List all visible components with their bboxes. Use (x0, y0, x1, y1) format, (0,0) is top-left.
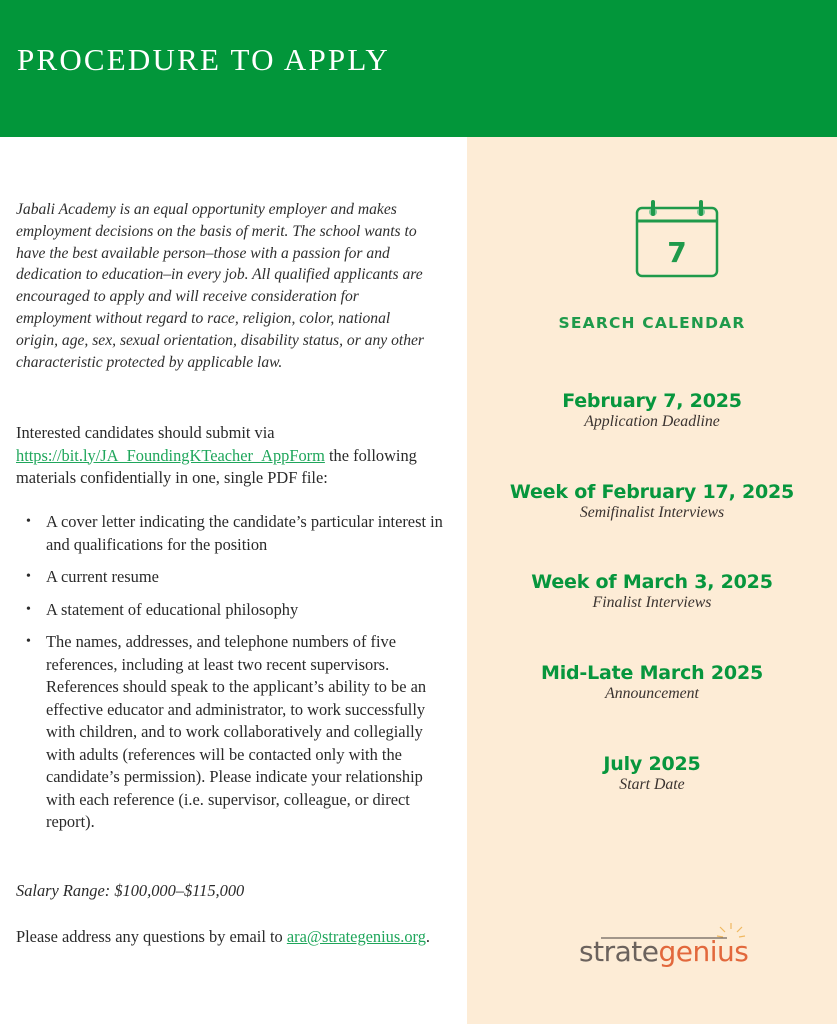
calendar-heading: SEARCH CALENDAR (558, 314, 746, 332)
strategenius-logo (579, 923, 779, 973)
eeo-statement: Jabali Academy is an equal opportunity employer and makes employment decisions on the basis of merit. The school wants to have the best available person–those with a passion for and dedication to education–in every job. All qualified applicants are encouraged to apply and will receive consideration for employment without regard to race, religion, color, national origin, age, sex, sexual orientation, disability status, or any other characteristic protected by applicable law. (16, 201, 425, 371)
list-item-text: A cover letter indicating the candidate’s particular interest in and qualifications for the position (46, 512, 443, 554)
contact-text: Please address any questions by email to (16, 927, 287, 946)
event-date: Week of February 17, 2025 (509, 481, 795, 503)
bullet-icon: • (26, 634, 31, 649)
list-item (16, 599, 446, 622)
contact-end: . (425, 927, 431, 946)
logo-text-genius: genius (658, 935, 749, 968)
page-title: PROCEDURE TO APPLY (17, 42, 390, 77)
calendar-event (467, 753, 837, 794)
list-item (16, 631, 446, 834)
bullet-icon: • (26, 601, 31, 617)
calendar-day: 7 (667, 236, 687, 269)
intro-text-after: the following materials confidentially in one, single PDF file: (16, 445, 417, 487)
event-label: Application Deadline (584, 413, 720, 430)
calendar-event (467, 571, 837, 612)
svg-text:strategenius (579, 935, 748, 968)
event-label: Start Date (619, 776, 685, 793)
event-label: Finalist Interviews (592, 594, 712, 611)
bullet-icon: • (26, 514, 31, 529)
search-calendar-panel (467, 137, 837, 1024)
event-label: Announcement (605, 685, 699, 702)
event-label: Semifinalist Interviews (579, 504, 725, 521)
materials-list (16, 511, 446, 844)
event-date: Mid-Late March 2025 (540, 662, 763, 684)
submission-instructions (16, 422, 436, 490)
event-date: July 2025 (603, 753, 701, 775)
intro-text: Interested candidates should submit via (16, 423, 275, 442)
calendar-icon (635, 200, 719, 280)
bullet-icon: • (26, 569, 31, 584)
header-banner (0, 0, 837, 137)
list-item-text: The names, addresses, and telephone numbers of five references, including at least two recent supervisors. References should speak to the applicant’s ability to be an effective educator and administrator, to work successfully with children, and to work collaboratively and collegially with adults (references will be contacted only with the candidate’s permission). Please indicate your relationship with each reference (i.e. supervisor, colleague, or direct report). (46, 632, 427, 831)
event-date: February 7, 2025 (562, 390, 742, 412)
calendar-event (467, 481, 837, 522)
list-item-text: A current resume (46, 567, 159, 586)
calendar-event (467, 390, 837, 431)
salary-range: Salary Range: $100,000–$115,000 (16, 881, 245, 900)
contact-email-link[interactable]: ara@strategenius.org (286, 927, 426, 946)
calendar-event (467, 662, 837, 703)
application-form-link[interactable]: https://bit.ly/JA_FoundingKTeacher_AppForm (16, 445, 325, 465)
contact-info (16, 926, 436, 949)
list-item (16, 511, 446, 556)
list-item (16, 566, 446, 589)
logo-text-strate: strate (579, 935, 659, 968)
procedure-column (0, 137, 467, 1024)
list-item-text: A statement of educational philosophy (46, 599, 299, 619)
event-date: Week of March 3, 2025 (531, 571, 773, 593)
